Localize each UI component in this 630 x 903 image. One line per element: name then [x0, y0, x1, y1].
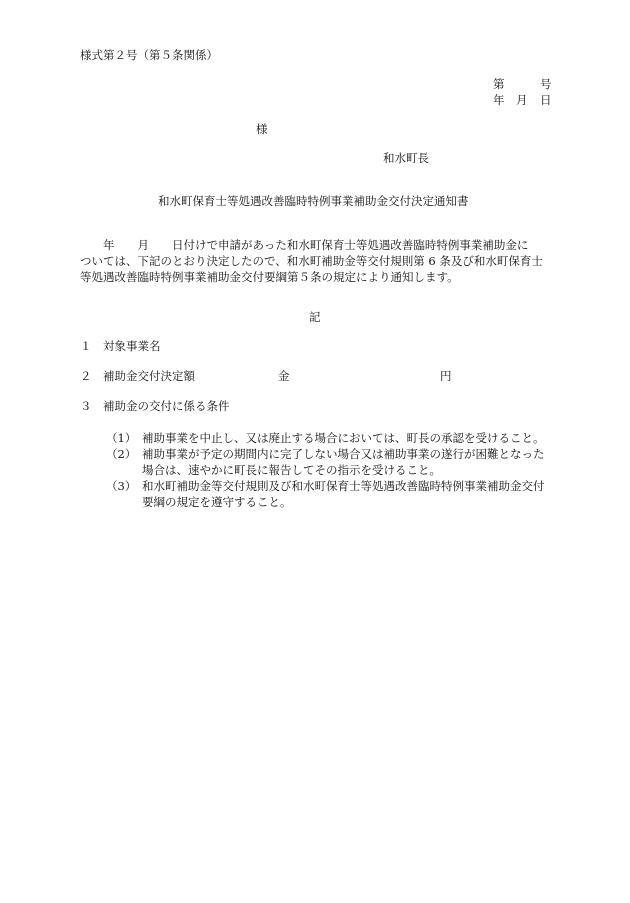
ki-heading: 記: [309, 310, 321, 324]
condition-line: 補助事業が予定の期間内に完了しない場合又は補助事業の遂行が困難となった: [142, 447, 545, 461]
body-line: ついては、下記のとおり決定したので、和水町補助金等交付規則第 6 条及び和水町保育士: [80, 254, 543, 268]
date-year: 年: [493, 93, 505, 107]
item-label: 補助金交付決定額: [103, 369, 195, 383]
body-paragraph: [80, 237, 550, 285]
condition-number: （1）: [106, 431, 137, 445]
body-line: 年 月 日付けで申請があった和水町保育士等処遇改善臨時特例事業補助金に: [80, 238, 529, 252]
condition-number: （2）: [106, 447, 137, 461]
form-number-label: 様式第２号（第５条関係）: [80, 48, 218, 62]
body-line: 等処遇改善臨時特例事業補助金交付要綱第５条の規定により通知します。: [80, 270, 459, 284]
item-label: 対象事業名: [103, 339, 161, 353]
amount-unit: 円: [440, 369, 452, 383]
item-number: ３: [80, 399, 92, 413]
document-title: 和水町保育士等処遇改善臨時特例事業補助金交付決定通知書: [158, 194, 469, 208]
addressee-honorific: 様: [256, 122, 268, 136]
amount-prefix: 金: [278, 369, 290, 383]
item-number: １: [80, 339, 92, 353]
item-number: ２: [80, 369, 92, 383]
document-number-unit: 号: [540, 77, 552, 91]
date-day: 日: [540, 93, 552, 107]
sender-name: 和水町長: [383, 151, 429, 165]
condition-line: 補助事業を中止し、又は廃止する場合においては、町長の承認を受けること。: [142, 431, 545, 445]
condition-line: 要綱の規定を遵守すること。: [142, 495, 292, 509]
item-label: 補助金の交付に係る条件: [103, 399, 230, 413]
date-month: 月: [516, 93, 528, 107]
condition-line: 場合は、速やかに町長に報告してその指示を受けること。: [142, 463, 441, 477]
condition-number: （3）: [106, 479, 137, 493]
document-number-label: 第: [493, 77, 505, 91]
condition-line: 和水町補助金等交付規則及び和水町保育士等処遇改善臨時特例事業補助金交付: [142, 479, 545, 493]
